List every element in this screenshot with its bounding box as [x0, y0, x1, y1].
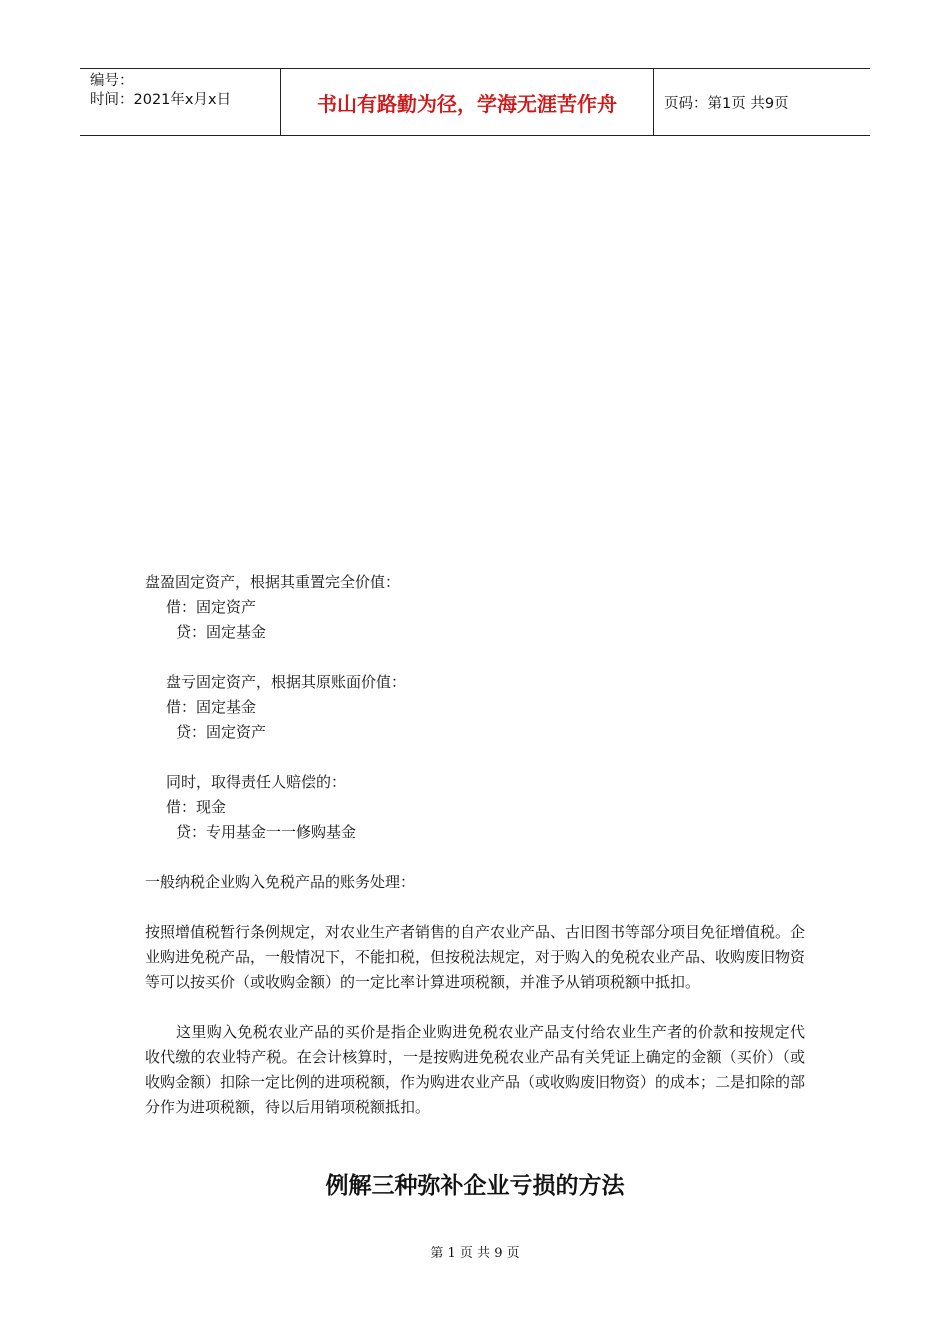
document-body	[145, 570, 805, 1120]
text-line: 盘亏固定资产，根据其原账面价值：	[166, 673, 407, 691]
page-footer: 第 1 页 共 9 页	[430, 1246, 520, 1261]
debit-line: 借：固定资产	[166, 598, 257, 616]
header-page-info: 页码：第1页 共9页	[664, 95, 789, 112]
header-meta	[80, 69, 281, 135]
paragraph: 这里购入免税农业产品的买价是指企业购进免税农业产品支付给农业生产者的价款和按规定代收代缴的农业特产税。在会计核算时，一是按购进免税农业产品有关凭证上确定的金额（买价）（或收购金额）扣除一定比例的进项税额，作为购进农业产品（或收购废旧物资）的成本；二是扣除的部分作为进项税额，待以后用销项税额抵扣。	[145, 1023, 806, 1116]
credit-line: 贷：固定基金	[176, 623, 267, 641]
document-number-label: 编号：	[90, 73, 134, 89]
debit-line: 借：现金	[166, 798, 227, 816]
document-time-label: 时间：2021年x月x日	[90, 92, 232, 108]
credit-line: 贷：专用基金一一修购基金	[176, 823, 357, 841]
section-heading: 例解三种弥补企业亏损的方法	[325, 1173, 625, 1199]
credit-line: 贷：固定资产	[176, 723, 267, 741]
paragraph: 按照增值税暂行条例规定，对农业生产者销售的自产农业产品、古旧图书等部分项目免征增值税。企业购进免税产品，一般情况下，不能扣税，但按税法规定，对于购入的免税农业产品、收购废旧物资等可以按买价（或收购金额）的一定比率计算进项税额，并准予从销项税额中抵扣。	[145, 923, 806, 991]
section-intro: 一般纳税企业购入免税产品的账务处理：	[145, 873, 416, 891]
header-motto: 书山有路勤为径，学海无涯苦作舟	[281, 69, 654, 135]
debit-line: 借：固定基金	[166, 698, 257, 716]
text-line: 同时，取得责任人赔偿的：	[166, 773, 347, 791]
text-line: 盘盈固定资产，根据其重置完全价值：	[145, 573, 401, 591]
page-header	[80, 68, 870, 136]
